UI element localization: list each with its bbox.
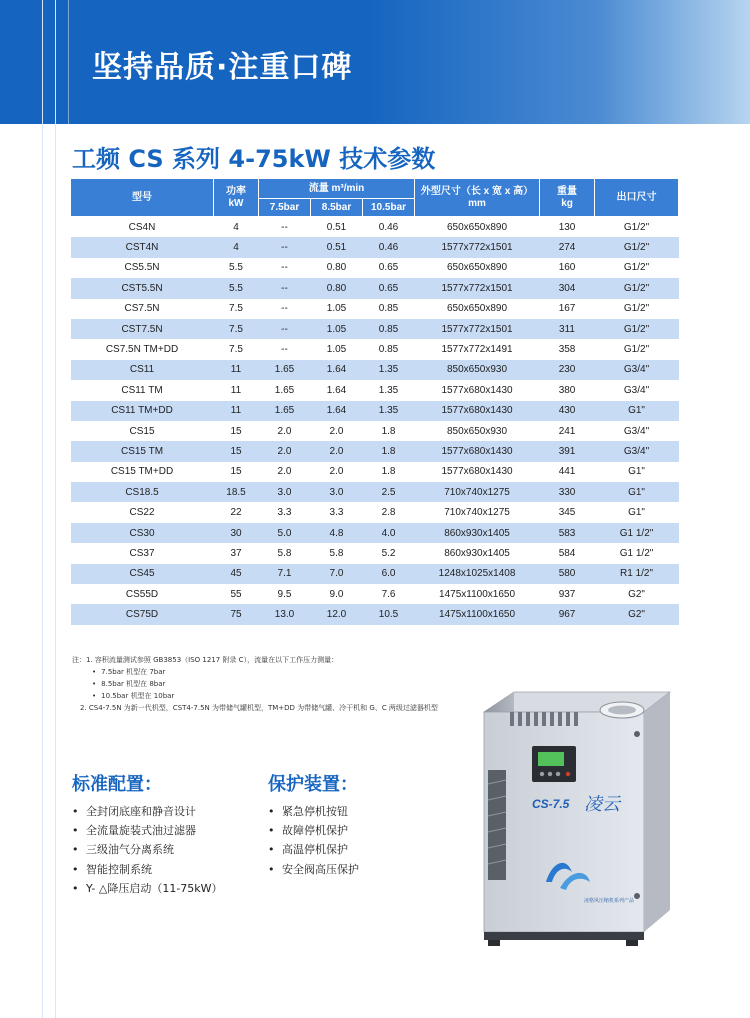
cell-dimensions: 650x650x890 — [415, 258, 540, 278]
cell-dimensions: 650x650x890 — [415, 217, 540, 238]
cell-flow-7-5bar: -- — [259, 299, 311, 319]
cell-model: CS18.5 — [71, 482, 214, 502]
page-guide-line — [55, 0, 56, 1018]
header-dimensions-label: 外型尺寸（长 x 宽 x 高） — [420, 185, 534, 197]
header-dimensions — [415, 179, 540, 217]
cell-flow-10-5bar: 0.65 — [363, 258, 415, 278]
cell-flow-7-5bar: 9.5 — [259, 584, 311, 604]
cell-flow-10-5bar: 0.46 — [363, 217, 415, 238]
cell-outlet: G1/2" — [595, 237, 679, 257]
cell-outlet: G1/2" — [595, 278, 679, 298]
note-sub-item: • 8.5bar 机型在 8bar — [72, 678, 438, 690]
table-row — [71, 380, 679, 400]
cell-flow-10-5bar: 4.0 — [363, 523, 415, 543]
list-item: • 全封闭底座和静音设计 — [72, 802, 223, 821]
cell-weight: 304 — [540, 278, 595, 298]
list-item: • 故障停机保护 — [268, 821, 359, 840]
cell-flow-7-5bar: 1.65 — [259, 360, 311, 380]
cell-dimensions: 860x930x1405 — [415, 543, 540, 563]
cell-dimensions: 850x650x930 — [415, 360, 540, 380]
cell-flow-10-5bar: 0.65 — [363, 278, 415, 298]
page-guide-line — [42, 0, 43, 1018]
cell-flow-10-5bar: 1.35 — [363, 360, 415, 380]
cell-dimensions: 1577x772x1501 — [415, 319, 540, 339]
machine-base — [484, 932, 644, 940]
cell-flow-8-5bar: 0.51 — [311, 237, 363, 257]
list-item: • 全流量旋装式油过滤器 — [72, 821, 223, 840]
cell-flow-7-5bar: 2.0 — [259, 421, 311, 441]
cell-power: 45 — [214, 564, 259, 584]
cell-outlet: G3/4" — [595, 441, 679, 461]
product-caption: 凌格风压缩机系列产品 — [584, 898, 635, 904]
cell-outlet: G3/4" — [595, 421, 679, 441]
header-dimensions-unit: mm — [468, 197, 486, 209]
cell-flow-7-5bar: -- — [259, 339, 311, 359]
cell-flow-7-5bar: 7.1 — [259, 564, 311, 584]
cell-weight: 358 — [540, 339, 595, 359]
cell-flow-8-5bar: 1.64 — [311, 360, 363, 380]
cell-model: CS45 — [71, 564, 214, 584]
cell-model: CS15 TM — [71, 441, 214, 461]
cell-outlet: G1" — [595, 482, 679, 502]
cell-flow-7-5bar: 2.0 — [259, 462, 311, 482]
cell-outlet: G1/2" — [595, 339, 679, 359]
cell-dimensions: 1577x772x1501 — [415, 278, 540, 298]
section-title: 工频 CS 系列 4-75kW 技术参数 — [72, 145, 436, 173]
cell-flow-8-5bar: 1.05 — [311, 319, 363, 339]
cell-weight: 311 — [540, 319, 595, 339]
table-notes — [72, 654, 438, 714]
cell-power: 7.5 — [214, 299, 259, 319]
cell-weight: 330 — [540, 482, 595, 502]
cell-dimensions: 650x650x890 — [415, 299, 540, 319]
cell-flow-8-5bar: 5.8 — [311, 543, 363, 563]
cell-power: 15 — [214, 421, 259, 441]
table-row — [71, 319, 679, 339]
cell-flow-8-5bar: 2.0 — [311, 462, 363, 482]
cell-model: CS15 TM+DD — [71, 462, 214, 482]
cell-flow-10-5bar: 1.35 — [363, 380, 415, 400]
panel-button — [566, 772, 570, 776]
cell-weight: 345 — [540, 502, 595, 522]
table-row — [71, 584, 679, 604]
panel-button — [548, 772, 552, 776]
table-row — [71, 278, 679, 298]
cell-weight: 937 — [540, 584, 595, 604]
cell-flow-10-5bar: 0.85 — [363, 319, 415, 339]
cell-flow-7-5bar: -- — [259, 217, 311, 238]
cell-flow-8-5bar: 3.3 — [311, 502, 363, 522]
panel-button — [540, 772, 544, 776]
cell-outlet: G1/2" — [595, 217, 679, 238]
cell-flow-7-5bar: -- — [259, 237, 311, 257]
cell-dimensions: 1475x1100x1650 — [415, 584, 540, 604]
cell-power: 11 — [214, 360, 259, 380]
list-item: • Y- △降压启动（11-75kW） — [72, 879, 223, 898]
cell-model: CS15 — [71, 421, 214, 441]
header-power — [214, 179, 259, 217]
cell-flow-8-5bar: 2.0 — [311, 421, 363, 441]
header-flow-10-5bar: 10.5bar — [363, 199, 415, 217]
cell-flow-7-5bar: 1.65 — [259, 401, 311, 421]
cell-power: 7.5 — [214, 339, 259, 359]
cell-model: CST4N — [71, 237, 214, 257]
cell-power: 4 — [214, 217, 259, 238]
note-sub-item: • 10.5bar 机型在 10bar — [72, 690, 438, 702]
table-row — [71, 237, 679, 257]
cell-flow-10-5bar: 1.8 — [363, 462, 415, 482]
cell-dimensions: 1577x680x1430 — [415, 441, 540, 461]
cell-model: CS22 — [71, 502, 214, 522]
display-screen — [538, 752, 564, 766]
protection-title: 保护装置： — [268, 774, 358, 795]
cell-weight: 167 — [540, 299, 595, 319]
cell-model: CS7.5N TM+DD — [71, 339, 214, 359]
cell-flow-8-5bar: 3.0 — [311, 482, 363, 502]
header-flow-8-5bar: 8.5bar — [311, 199, 363, 217]
cell-outlet: G2" — [595, 604, 679, 624]
cell-flow-7-5bar: 3.3 — [259, 502, 311, 522]
cell-flow-8-5bar: 1.64 — [311, 401, 363, 421]
cell-model: CS37 — [71, 543, 214, 563]
header-weight-unit: kg — [561, 197, 573, 209]
list-item: • 安全阀高压保护 — [268, 860, 359, 879]
cell-outlet: R1 1/2" — [595, 564, 679, 584]
cell-flow-8-5bar: 1.05 — [311, 339, 363, 359]
cell-flow-10-5bar: 0.85 — [363, 299, 415, 319]
cell-weight: 241 — [540, 421, 595, 441]
cell-outlet: G1" — [595, 462, 679, 482]
cell-flow-7-5bar: 2.0 — [259, 441, 311, 461]
cell-dimensions: 850x650x930 — [415, 421, 540, 441]
table-row — [71, 543, 679, 563]
cell-dimensions: 1577x680x1430 — [415, 380, 540, 400]
cell-outlet: G2" — [595, 584, 679, 604]
cell-outlet: G1/2" — [595, 319, 679, 339]
table-row — [71, 482, 679, 502]
cell-power: 15 — [214, 462, 259, 482]
cell-flow-10-5bar: 1.8 — [363, 421, 415, 441]
cell-model: CS11 TM — [71, 380, 214, 400]
cell-flow-7-5bar: 3.0 — [259, 482, 311, 502]
note-line-2: 2. CS4-7.5N 为新一代机型，CST4-7.5N 为带储气罐机型，TM+DD 为带储气罐、冷干机和 G、C 两级过滤器机型 — [80, 704, 438, 712]
cell-power: 37 — [214, 543, 259, 563]
header-outlet: 出口尺寸 — [595, 179, 679, 217]
cell-weight: 580 — [540, 564, 595, 584]
cell-flow-8-5bar: 1.64 — [311, 380, 363, 400]
cell-dimensions: 710x740x1275 — [415, 482, 540, 502]
cell-outlet: G3/4" — [595, 380, 679, 400]
cell-flow-8-5bar: 0.80 — [311, 278, 363, 298]
cell-outlet: G1 1/2" — [595, 543, 679, 563]
cell-flow-7-5bar: -- — [259, 258, 311, 278]
machine-foot — [488, 940, 500, 946]
door-lock-icon — [634, 731, 640, 737]
table-row — [71, 462, 679, 482]
list-item: • 紧急停机按钮 — [268, 802, 359, 821]
header-power-label: 功率 — [226, 185, 246, 197]
banner-divider — [68, 0, 69, 124]
banner-title: 坚持品质·注重口碑 — [92, 50, 353, 85]
cell-flow-8-5bar: 9.0 — [311, 584, 363, 604]
cell-flow-10-5bar: 6.0 — [363, 564, 415, 584]
table-row — [71, 564, 679, 584]
cell-flow-8-5bar: 2.0 — [311, 441, 363, 461]
top-banner — [0, 0, 750, 124]
list-item: • 高温停机保护 — [268, 840, 359, 859]
standard-config-title: 标准配置： — [72, 774, 162, 795]
cell-flow-10-5bar: 0.85 — [363, 339, 415, 359]
cell-model: CS75D — [71, 604, 214, 624]
cell-model: CST5.5N — [71, 278, 214, 298]
cell-outlet: G1" — [595, 502, 679, 522]
header-flow: 流量 m³/min — [259, 179, 415, 199]
cell-dimensions: 1475x1100x1650 — [415, 604, 540, 624]
cell-power: 75 — [214, 604, 259, 624]
cell-weight: 274 — [540, 237, 595, 257]
cell-power: 11 — [214, 401, 259, 421]
cell-power: 5.5 — [214, 258, 259, 278]
cell-dimensions: 1577x772x1501 — [415, 237, 540, 257]
table-row — [71, 339, 679, 359]
cell-flow-8-5bar: 1.05 — [311, 299, 363, 319]
header-weight-label: 重量 — [557, 185, 578, 197]
banner-gradient — [370, 0, 750, 124]
table-row — [71, 502, 679, 522]
header-flow-7-5bar: 7.5bar — [259, 199, 311, 217]
cell-flow-7-5bar: -- — [259, 278, 311, 298]
model-label: CS-7.5 — [532, 797, 570, 811]
list-item: • 智能控制系统 — [72, 860, 223, 879]
cell-weight: 130 — [540, 217, 595, 238]
spec-table-body — [71, 217, 679, 625]
cell-outlet: G3/4" — [595, 360, 679, 380]
cell-weight: 584 — [540, 543, 595, 563]
cell-flow-10-5bar: 1.35 — [363, 401, 415, 421]
cell-flow-10-5bar: 0.46 — [363, 237, 415, 257]
cell-flow-8-5bar: 0.80 — [311, 258, 363, 278]
protection-list — [268, 802, 359, 879]
list-item: • 三级油气分离系统 — [72, 840, 223, 859]
cell-weight: 583 — [540, 523, 595, 543]
cell-outlet: G1" — [595, 401, 679, 421]
cell-dimensions: 860x930x1405 — [415, 523, 540, 543]
cell-outlet: G1/2" — [595, 258, 679, 278]
cell-weight: 160 — [540, 258, 595, 278]
machine-foot — [626, 940, 638, 946]
table-row — [71, 604, 679, 624]
machine-right — [644, 692, 670, 932]
door-lock-icon — [634, 893, 640, 899]
cell-dimensions: 710x740x1275 — [415, 502, 540, 522]
cell-model: CS7.5N — [71, 299, 214, 319]
cell-flow-8-5bar: 12.0 — [311, 604, 363, 624]
table-row — [71, 217, 679, 238]
header-model: 型号 — [71, 179, 214, 217]
cell-flow-8-5bar: 7.0 — [311, 564, 363, 584]
table-row — [71, 360, 679, 380]
cell-dimensions: 1577x680x1430 — [415, 462, 540, 482]
cell-dimensions: 1577x680x1430 — [415, 401, 540, 421]
cell-model: CST7.5N — [71, 319, 214, 339]
panel-button — [556, 772, 560, 776]
cell-power: 22 — [214, 502, 259, 522]
cell-flow-7-5bar: 1.65 — [259, 380, 311, 400]
cell-weight: 441 — [540, 462, 595, 482]
cell-flow-7-5bar: -- — [259, 319, 311, 339]
cell-model: CS55D — [71, 584, 214, 604]
cell-power: 55 — [214, 584, 259, 604]
cell-flow-8-5bar: 0.51 — [311, 217, 363, 238]
cell-flow-10-5bar: 2.8 — [363, 502, 415, 522]
table-row — [71, 523, 679, 543]
table-row — [71, 258, 679, 278]
header-power-unit: kW — [228, 197, 244, 209]
cell-dimensions: 1577x772x1491 — [415, 339, 540, 359]
cell-power: 30 — [214, 523, 259, 543]
compressor-product-image — [474, 686, 674, 948]
table-row — [71, 299, 679, 319]
cell-model: CS5.5N — [71, 258, 214, 278]
spec-table — [70, 178, 679, 625]
side-grille — [488, 770, 506, 880]
cell-model: CS4N — [71, 217, 214, 238]
cell-weight: 430 — [540, 401, 595, 421]
cell-flow-10-5bar: 2.5 — [363, 482, 415, 502]
cell-flow-10-5bar: 7.6 — [363, 584, 415, 604]
cell-weight: 380 — [540, 380, 595, 400]
note-line-1: 注：1. 容积流量测试参照 GB3853（ISO 1217 附录 C），流量在以下工作压力测量： — [72, 656, 339, 664]
cell-model: CS30 — [71, 523, 214, 543]
cell-power: 15 — [214, 441, 259, 461]
table-row — [71, 421, 679, 441]
cell-power: 5.5 — [214, 278, 259, 298]
cell-power: 4 — [214, 237, 259, 257]
cell-flow-7-5bar: 5.0 — [259, 523, 311, 543]
cell-flow-7-5bar: 5.8 — [259, 543, 311, 563]
brand-script: 凌云 — [584, 794, 620, 815]
cell-outlet: G1 1/2" — [595, 523, 679, 543]
header-weight — [540, 179, 595, 217]
cell-flow-8-5bar: 4.8 — [311, 523, 363, 543]
table-row — [71, 401, 679, 421]
cell-flow-10-5bar: 1.8 — [363, 441, 415, 461]
cell-weight: 967 — [540, 604, 595, 624]
cell-flow-7-5bar: 13.0 — [259, 604, 311, 624]
cell-weight: 230 — [540, 360, 595, 380]
cell-flow-10-5bar: 5.2 — [363, 543, 415, 563]
table-row — [71, 441, 679, 461]
cell-dimensions: 1248x1025x1408 — [415, 564, 540, 584]
cell-power: 11 — [214, 380, 259, 400]
cell-outlet: G1/2" — [595, 299, 679, 319]
standard-config-list — [72, 802, 223, 898]
cell-weight: 391 — [540, 441, 595, 461]
cell-flow-10-5bar: 10.5 — [363, 604, 415, 624]
fan-center — [608, 706, 636, 715]
cell-power: 7.5 — [214, 319, 259, 339]
cell-power: 18.5 — [214, 482, 259, 502]
vent-grille — [510, 712, 578, 726]
note-sub-item: • 7.5bar 机型在 7bar — [72, 666, 438, 678]
cell-model: CS11 TM+DD — [71, 401, 214, 421]
cell-model: CS11 — [71, 360, 214, 380]
